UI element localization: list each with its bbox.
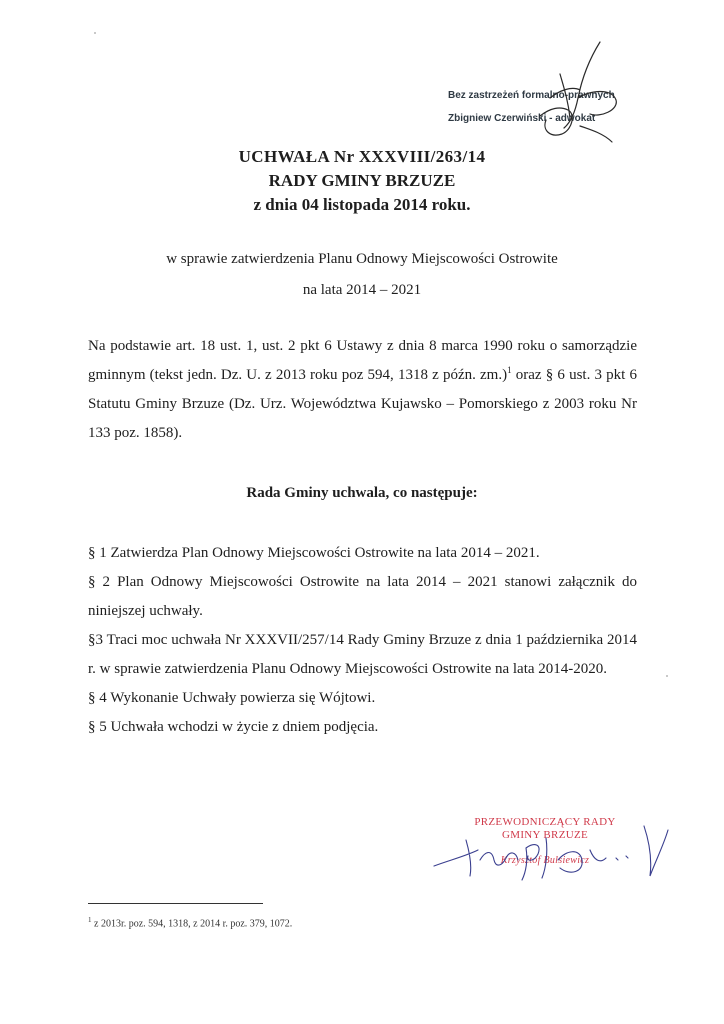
- footnote-text: z 2013r. poz. 594, 1318, z 2014 r. poz. 379, 1072.: [91, 918, 293, 930]
- chairman-stamp-line-2: GMINY BRZUZE: [502, 829, 588, 841]
- chairman-stamp-name: Krzysztof Bulsiewicz: [500, 855, 590, 866]
- lawyer-signature: [520, 38, 650, 158]
- footnote-reference: 1: [507, 365, 512, 375]
- legal-basis-part-2: oraz § 6 ust. 3 pkt 6 Statutu Gminy Brzuze (Dz. Urz. Województwa Kujawsko – Pomorskiego z 2003 roku Nr 133 poz. 1858).: [88, 367, 638, 441]
- stamp-line-1: Bez zastrzeżeń formalno-prawnych: [448, 90, 615, 101]
- council-resolves-heading: Rada Gminy uchwala, co następuje:: [246, 485, 478, 501]
- council-name: RADY GMINY BRZUZE: [268, 171, 456, 190]
- resolution-date: z dnia 04 listopada 2014 roku.: [253, 195, 471, 214]
- paragraph-2: § 2 Plan Odnowy Miejscowości Ostrowite na lata 2014 – 2021 stanowi załącznik do niniejszej uchwały.: [88, 574, 637, 619]
- resolution-subject: [0, 244, 724, 306]
- footnote-mark: 1: [88, 916, 92, 924]
- stamp-line-2: Zbigniew Czerwiński - adwokat: [448, 113, 596, 124]
- footnote-rule: [88, 903, 263, 904]
- subject-line-1: w sprawie zatwierdzenia Planu Odnowy Miejscowości Ostrowite: [166, 251, 558, 267]
- legal-basis-paragraph: [88, 332, 637, 448]
- resolution-paragraphs: [88, 539, 637, 742]
- paragraph-5: § 5 Uchwała wchodzi w życie z dniem podjęcia.: [88, 719, 379, 735]
- resolution-header: [0, 145, 724, 217]
- subject-line-2: na lata 2014 – 2021: [302, 282, 422, 298]
- footnote: [88, 913, 292, 931]
- resolution-title: UCHWAŁA Nr XXXVIII/263/14: [238, 147, 486, 166]
- scan-speck: [94, 32, 96, 34]
- legal-basis-part-1: Na podstawie art. 18 ust. 1, ust. 2 pkt 6 Ustawy z dnia 8 marca 1990 roku o samorządzie gminnym (tekst jedn. Dz. U. z 2013 roku poz 594, 1318 z późn. zm.): [88, 338, 637, 383]
- paragraph-4: § 4 Wykonanie Uchwały powierza się Wójtowi.: [88, 690, 376, 706]
- chairman-signature: [430, 820, 670, 890]
- paragraph-1: § 1 Zatwierdza Plan Odnowy Miejscowości Ostrowite na lata 2014 – 2021.: [88, 545, 540, 561]
- scan-speck: [666, 675, 668, 677]
- chairman-stamp-line-1: PRZEWODNICZĄCY RADY: [474, 816, 616, 828]
- paragraph-3: §3 Traci moc uchwała Nr XXXVII/257/14 Rady Gminy Brzuze z dnia 1 października 2014 r. w sprawie zatwierdzenia Planu Odnowy Miejscowości Ostrowite na lata 2014-2020.: [88, 632, 637, 677]
